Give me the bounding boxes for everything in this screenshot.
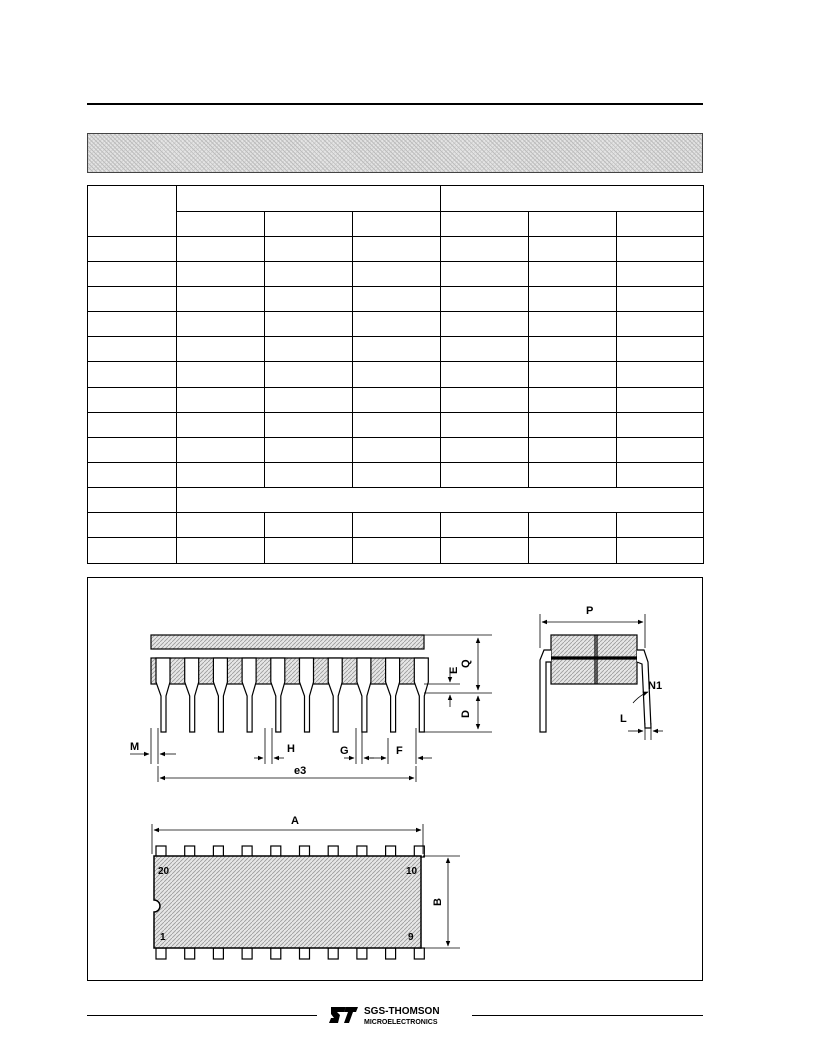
label-L: L (620, 713, 627, 725)
label-P: P (586, 605, 594, 617)
dimension-value (617, 312, 704, 337)
top-pin (386, 948, 396, 959)
side-view-dimensions (130, 635, 492, 782)
label-B: B (432, 898, 444, 906)
table-row (88, 262, 704, 287)
label-A: A (291, 815, 299, 827)
dimension-value (617, 512, 704, 537)
dimension-value (353, 262, 441, 287)
dimension-value (353, 287, 441, 312)
dimension-value (265, 462, 353, 487)
top-view (154, 846, 424, 959)
dimension-value (353, 387, 441, 412)
table-row (88, 412, 704, 437)
dimension-value (441, 462, 529, 487)
dimension-value (441, 287, 529, 312)
dimension-table (87, 185, 704, 564)
dimension-value (265, 287, 353, 312)
dimension-label (88, 262, 177, 287)
dimension-value (529, 512, 617, 537)
dimension-value (529, 437, 617, 462)
dimension-value (177, 412, 265, 437)
dimension-value (265, 237, 353, 262)
top-pin (271, 948, 281, 959)
dimension-label (88, 337, 177, 362)
top-pin (328, 948, 338, 959)
dimension-value (177, 362, 265, 387)
package-drawing-svg (88, 578, 702, 980)
dimension-value (177, 537, 265, 563)
dimension-value (177, 337, 265, 362)
dimension-value (441, 512, 529, 537)
dimension-span-value (177, 487, 704, 512)
dimension-label (88, 512, 177, 537)
side-pin (386, 658, 400, 732)
side-pin (242, 658, 256, 732)
table-row (88, 362, 704, 387)
dimension-value (353, 312, 441, 337)
dimension-value (617, 362, 704, 387)
column-header (177, 212, 265, 237)
dimension-label (88, 487, 177, 512)
dimension-value (617, 237, 704, 262)
dimension-value (617, 462, 704, 487)
table-row (88, 312, 704, 337)
side-pin (271, 658, 285, 732)
group-header-mm (177, 186, 441, 212)
dimension-value (529, 312, 617, 337)
dimension-value (441, 412, 529, 437)
label-M: M (130, 741, 140, 753)
dimension-value (353, 237, 441, 262)
dimension-value (177, 462, 265, 487)
dimension-value (265, 437, 353, 462)
side-pin (300, 658, 314, 732)
dimension-value (617, 287, 704, 312)
table-row (88, 337, 704, 362)
top-pin (185, 948, 195, 959)
dimension-value (177, 387, 265, 412)
label-Q: Q (460, 659, 472, 668)
top-pin (300, 948, 310, 959)
dimension-value (529, 387, 617, 412)
st-logo-icon (329, 1007, 358, 1023)
label-E: E (448, 666, 460, 674)
pin-20-label: 20 (158, 866, 170, 877)
dimension-value (441, 537, 529, 563)
dimension-value (265, 362, 353, 387)
column-header (617, 212, 704, 237)
dimension-label (88, 412, 177, 437)
dimension-value (353, 337, 441, 362)
dimension-value (177, 437, 265, 462)
table-row (88, 512, 704, 537)
brand-name: SGS-THOMSON (364, 1006, 440, 1017)
side-pin (328, 658, 342, 732)
dimension-value (177, 262, 265, 287)
label-D: D (460, 710, 472, 718)
dimension-value (617, 387, 704, 412)
dimension-value (265, 512, 353, 537)
dimension-label (88, 437, 177, 462)
dimension-value (265, 537, 353, 563)
dimension-label (88, 387, 177, 412)
top-pin (357, 948, 367, 959)
dimension-value (529, 337, 617, 362)
label-N1: N1 (648, 680, 663, 692)
dimension-value (529, 412, 617, 437)
dimension-value (177, 312, 265, 337)
dimension-value (441, 237, 529, 262)
group-header-inch (441, 186, 704, 212)
dimension-value (265, 387, 353, 412)
top-pin (213, 948, 223, 959)
side-pin (156, 658, 170, 732)
footer-rule-right (472, 1015, 703, 1016)
dimension-value (177, 287, 265, 312)
dimension-label (88, 537, 177, 563)
table-row (88, 537, 704, 563)
dimension-value (353, 462, 441, 487)
dimension-value (617, 262, 704, 287)
label-H: H (287, 743, 295, 755)
dimension-value (441, 362, 529, 387)
pin-1-label: 1 (160, 932, 166, 943)
section-title-bar (87, 133, 703, 173)
dimension-value (529, 362, 617, 387)
top-pin (242, 948, 252, 959)
dimension-label (88, 237, 177, 262)
dimension-value (353, 537, 441, 563)
side-pin (357, 658, 371, 732)
label-G: G (340, 745, 349, 757)
dimension-value (353, 362, 441, 387)
dimension-value (353, 512, 441, 537)
dimension-value (177, 512, 265, 537)
top-rule (87, 103, 703, 105)
dimension-value (441, 337, 529, 362)
dimension-label (88, 312, 177, 337)
dimension-value (529, 537, 617, 563)
dimension-label (88, 287, 177, 312)
dimension-label (88, 462, 177, 487)
brand-sub: MICROELECTRONICS (364, 1019, 438, 1026)
footer-rule-left (87, 1015, 317, 1016)
dimension-value (353, 437, 441, 462)
pin-9-label: 9 (408, 932, 414, 943)
table-row (88, 437, 704, 462)
dimension-value (265, 412, 353, 437)
dimension-value (529, 262, 617, 287)
dimension-value (265, 337, 353, 362)
label-F: F (396, 745, 403, 757)
table-row (88, 287, 704, 312)
end-view (540, 635, 651, 732)
side-pin (185, 658, 199, 732)
dimension-value (529, 462, 617, 487)
dimension-value (441, 437, 529, 462)
top-pin (414, 948, 424, 959)
table-row (88, 387, 704, 412)
dimension-value (177, 237, 265, 262)
dim-header-cell (88, 186, 177, 237)
column-header (529, 212, 617, 237)
table-row (88, 462, 704, 487)
dimension-label (88, 362, 177, 387)
dimension-value (617, 337, 704, 362)
top-pin (156, 948, 166, 959)
side-pin (414, 658, 428, 732)
pin-10-label: 10 (406, 866, 418, 877)
package-drawing (87, 577, 703, 981)
dimension-value (265, 262, 353, 287)
dimension-value (617, 412, 704, 437)
dimension-value (529, 237, 617, 262)
dimension-value (353, 412, 441, 437)
dimension-value (529, 287, 617, 312)
dimension-value (441, 262, 529, 287)
column-header (441, 212, 529, 237)
dimension-value (265, 312, 353, 337)
side-view (151, 635, 428, 732)
footer-brand (326, 1003, 466, 1027)
dimension-value (617, 537, 704, 563)
label-e3: e3 (294, 765, 307, 777)
column-header (265, 212, 353, 237)
dimension-value (441, 387, 529, 412)
dimension-value (617, 437, 704, 462)
table-row (88, 487, 704, 512)
side-pin (213, 658, 227, 732)
column-header (353, 212, 441, 237)
dimension-value (441, 312, 529, 337)
table-row (88, 237, 704, 262)
